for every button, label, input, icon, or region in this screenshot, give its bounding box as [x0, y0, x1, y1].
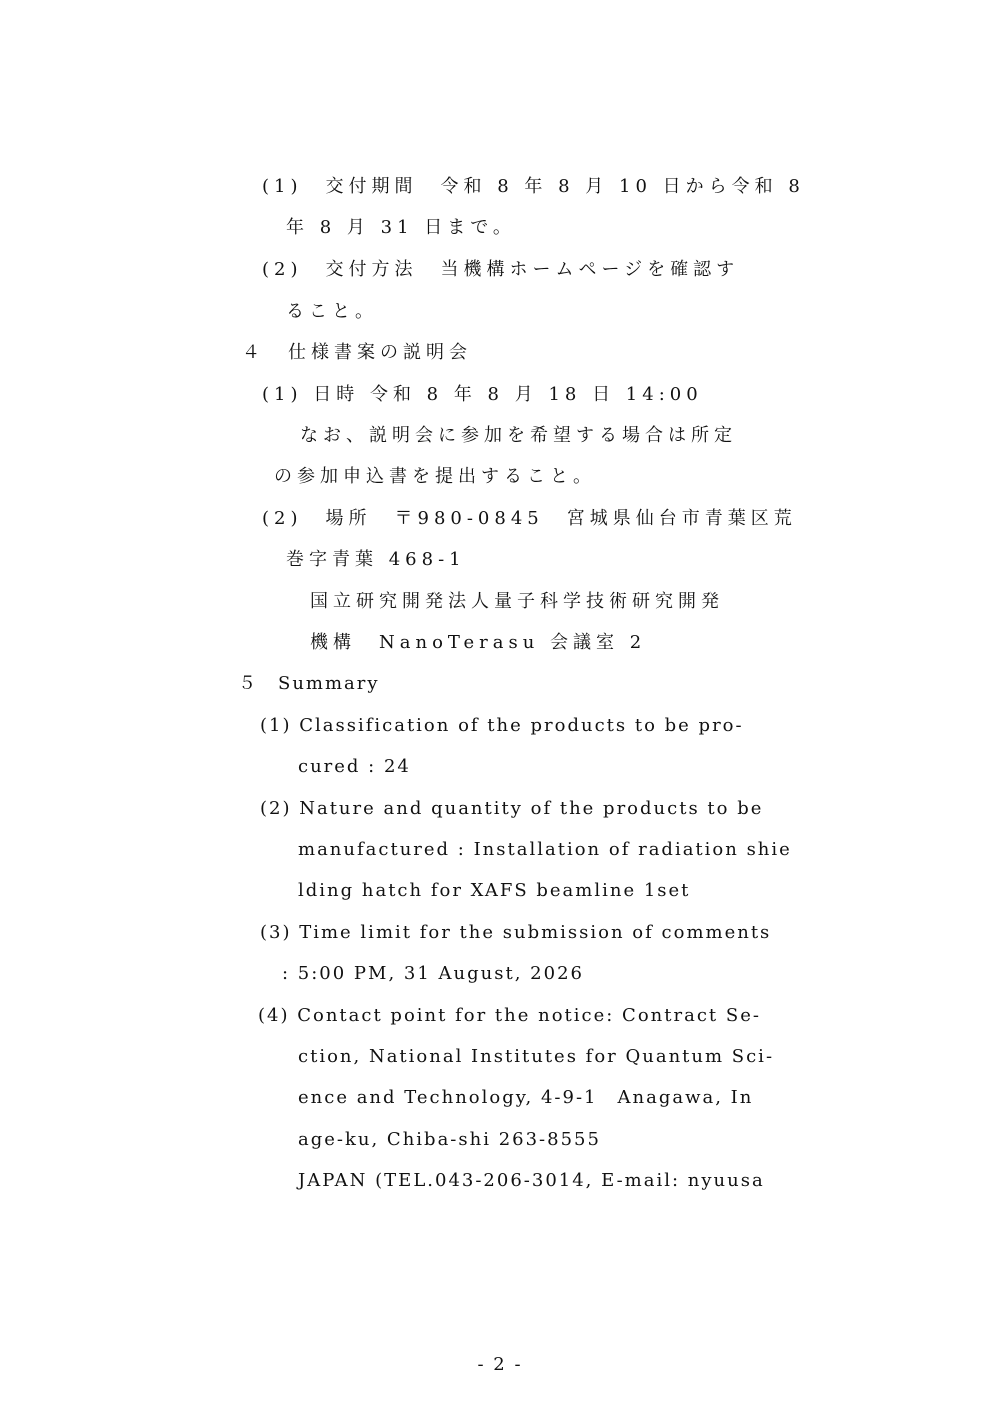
- section-5-heading: ５ Summary: [238, 673, 380, 694]
- summary-item-4-cont-4: JAPAN (TEL.043-206-3014, E-mail: nyuusa: [298, 1170, 765, 1191]
- item-2-delivery-method-cont: ること。: [286, 301, 378, 322]
- section-4-note-cont: の参加申込書を提出すること。: [274, 466, 596, 487]
- item-1-delivery-period-cont: 年 8 月 31 日まで。: [286, 217, 516, 238]
- item-1-delivery-period: (1) 交付期間 令和 8 年 8 月 10 日から令和 8: [262, 176, 805, 197]
- summary-item-2-cont-1: manufactured : Installation of radiation shie: [298, 839, 792, 860]
- summary-item-3: (3) Time limit for the submission of comments: [260, 922, 772, 943]
- summary-item-2-cont-2: lding hatch for XAFS beamline 1set: [298, 880, 691, 901]
- item-2-delivery-method: (2) 交付方法 当機構ホームページを確認す: [262, 259, 740, 280]
- summary-item-4-cont-1: ction, National Institutes for Quantum Sci-: [298, 1046, 775, 1067]
- summary-item-2: (2) Nature and quantity of the products to be: [260, 798, 764, 819]
- section-4-meeting-room: 機構 NanoTerasu 会議室 2: [310, 632, 647, 653]
- section-4-heading: ４ 仕様書案の説明会: [242, 342, 472, 363]
- summary-item-1: (1) Classification of the products to be pro-: [260, 715, 744, 736]
- summary-item-4-cont-3: age-ku, Chiba-shi 263-8555: [298, 1129, 601, 1150]
- page-number: - 2 -: [477, 1354, 523, 1375]
- section-4-item-2-place: (2) 場所 〒980-0845 宮城県仙台市青葉区荒: [262, 508, 797, 529]
- section-4-organization: 国立研究開発法人量子科学技術研究開発: [310, 591, 724, 612]
- section-4-item-1-datetime: (1) 日時 令和 8 年 8 月 18 日 14:00: [262, 384, 703, 405]
- section-4-item-2-place-cont: 巻字青葉 468-1: [286, 549, 466, 570]
- summary-item-1-cont: cured : 24: [298, 756, 411, 777]
- summary-item-4: (4) Contact point for the notice: Contract Se-: [258, 1005, 761, 1026]
- summary-item-4-cont-2: ence and Technology, 4-9-1 Anagawa, In: [298, 1087, 754, 1108]
- summary-item-3-cont: : 5:00 PM, 31 August, 2026: [282, 963, 584, 984]
- section-4-note: なお、説明会に参加を希望する場合は所定: [300, 425, 737, 446]
